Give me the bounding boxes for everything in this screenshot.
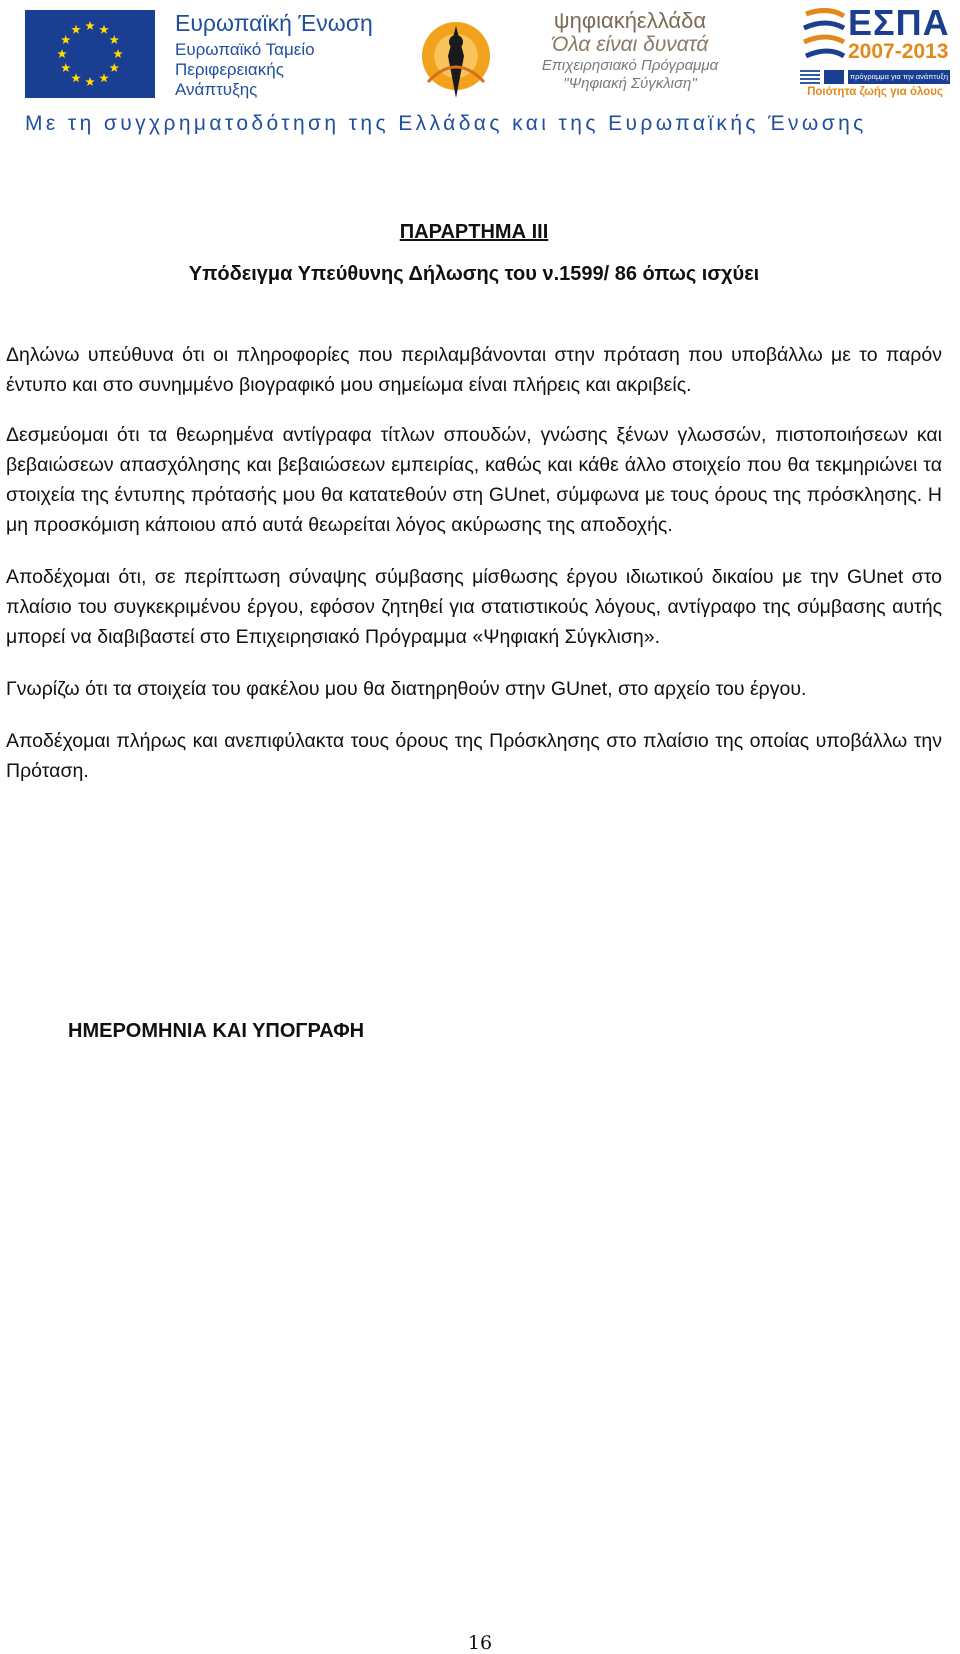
paragraph-terms: Αποδέχομαι πλήρως και ανεπιφύλακτα τους όρους της Πρόσκλησης στο πλαίσιο της οποίας υποβάλλω την Πρόταση.	[6, 730, 942, 782]
paragraph-declaration: Δηλώνω υπεύθυνα ότι οι πληροφορίες που περιλαμβάνονται στην πρόταση που υποβάλλω με το παρόν έντυπο και στο συνημμένο βιογραφικό μου σημείωμα είναι πλήρεις και ακριβείς.	[6, 344, 942, 396]
page-subtitle: Υπόδειγμα Υπεύθυνης Δήλωσης του ν.1599/ 86 όπως ισχύει	[188, 263, 760, 285]
paragraph-file-retention: Γνωρίζω ότι τα στοιχεία του φακέλου μου θα διατηρηθούν στην GUnet, στο αρχείο του έργου.	[6, 678, 807, 700]
espa-strip: πρόγραμμα για την ανάπτυξη	[848, 70, 950, 84]
eu-title: Ευρωπαϊκή Ένωση	[175, 10, 373, 36]
signature-label: ΗΜΕΡΟΜΗΝΙΑ ΚΑΙ ΥΠΟΓΡΑΦΗ	[68, 1020, 365, 1042]
eu-small-flag-icon	[824, 70, 844, 84]
cofunding-statement: Με τη συγχρηματοδότηση της Ελλάδας και της Ευρωπαϊκής Ένωσης	[25, 112, 867, 135]
document-body	[6, 218, 942, 786]
eu-line-2: Περιφερειακής	[175, 59, 284, 79]
espa-motto: Ποιότητα ζωής για όλους	[807, 86, 943, 98]
digital-greece-mark-icon	[420, 12, 492, 102]
eu-line-3: Ανάπτυξης	[175, 79, 258, 99]
espa-band	[800, 70, 950, 84]
greek-flag-icon	[800, 70, 820, 84]
digital-greece-logo	[420, 8, 750, 104]
eu-line-1: Ευρωπαϊκό Ταμείο	[175, 40, 315, 60]
digital-program-name: "Ψηφιακή Σύγκλιση"	[563, 74, 697, 92]
digital-slogan: Όλα είναι δυνατά	[551, 33, 709, 57]
eu-flag-icon	[25, 10, 155, 98]
espa-years: 2007-2013	[848, 40, 949, 63]
page-header	[0, 0, 960, 150]
espa-swirl-icon	[800, 6, 848, 62]
espa-logo	[800, 2, 950, 102]
paragraph-acceptance: Αποδέχομαι ότι, σε περίπτωση σύναψης σύμβασης μίσθωσης έργου ιδιωτικού δικαίου με την GUnet στο πλαίσιο του συγκεκριμένου έργου, εφόσον ζητηθεί για στατιστικούς λόγους, αντίγραφο της σύμβασης αυτής μπορεί να διαβιβαστεί στο Επιχειρησιακό Πρόγραμμα «Ψηφιακή Σύγκλιση».	[6, 566, 942, 648]
digital-brand: ψηφιακήελλάδα	[553, 8, 707, 33]
page-number: 16	[467, 1632, 493, 1654]
eu-logo	[25, 10, 373, 100]
espa-title: ΕΣΠΑ	[848, 2, 950, 43]
digital-program: Επιχειρησιακό Πρόγραμμα	[541, 57, 719, 75]
page-title: ΠΑΡΑΡΤΗΜΑ ΙΙΙ	[399, 221, 549, 243]
paragraph-commitment: Δεσμεύομαι ότι τα θεωρημένα αντίγραφα τίτλων σπουδών, γνώσης ξένων γλωσσών, πιστοποιήσεων και βεβαιώσεων απασχόλησης και βεβαιώσεων εμπειρίας, καθώς και κάθε άλλο στοιχείο που θα τεκμηριώνει τα στοιχεία της έντυπης πρότασής μου θα κατατεθούν στη GUnet, σύμφωνα με τους όρους της πρόσκλησης. Η μη προσκόμιση κάποιου από αυτά θεωρείται λόγος ακύρωσης της αποδοχής.	[6, 424, 942, 536]
